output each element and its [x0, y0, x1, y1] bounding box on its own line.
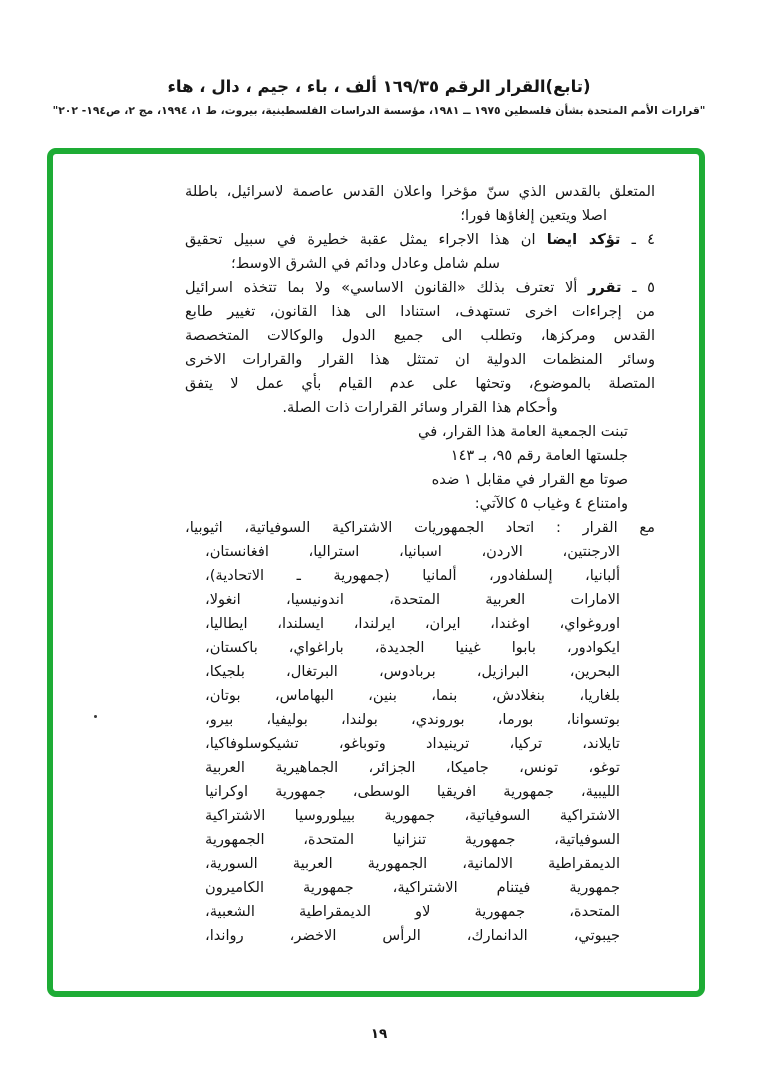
bold-text-segment: تقرر	[588, 279, 622, 296]
text-segment: ألا تعترف بذلك «القانون الاساسي» ولا بما تتخذه اسرائيل	[185, 279, 589, 296]
country-vote-list	[205, 540, 620, 948]
page-number: ١٩	[370, 1026, 388, 1042]
resolution-header-title: (تابع)القرار الرقم ١٦٩/٣٥ ألف ، باء ، جيم ، دال ، هاء	[167, 77, 591, 96]
source-citation: "قرارات الأمم المتحدة بشأن فلسطين ١٩٧٥ ــ ١٩٨١، مؤسسة الدراسات الفلسطينية، بيروت، ط ١، ١٩٩٤، مج ٢، ص١٩٤- ٢٠٢"	[52, 104, 706, 117]
vote-with-label-line	[185, 516, 655, 540]
text-segment: وامتناع ٤ وغياب ٥ كالآتي:	[474, 495, 628, 512]
text-segment: الديمقراطية الالمانية، الجمهورية العربية السورية،	[205, 855, 620, 872]
text-line	[205, 804, 620, 828]
text-segment: ٤ ـ	[620, 231, 655, 248]
text-line	[205, 852, 620, 876]
text-segment: بلغاريا، بنغلادش، بنما، بنين، البهاماس، بوتان،	[205, 687, 620, 704]
text-line	[185, 252, 655, 276]
text-segment: وسائر المنظمات الدولية ان تمتثل هذا القرار والقرارات الاخرى	[185, 351, 655, 368]
text-segment: الامارات العربية المتحدة، اندونيسيا، انغولا،	[205, 591, 620, 608]
text-segment: تبنت الجمعية العامة هذا القرار، في	[418, 423, 628, 440]
text-line	[185, 276, 655, 300]
text-line	[185, 348, 655, 372]
resolution-paragraphs	[185, 180, 655, 420]
text-line	[205, 684, 620, 708]
text-segment: اوروغواي، اوغندا، ايران، ايرلندا، ايسلندا، ايطاليا،	[205, 615, 620, 632]
text-line	[185, 300, 655, 324]
text-line	[205, 924, 620, 948]
text-segment: مع القرار : اتحاد الجمهوريات الاشتراكية السوفياتية، اثيوبيا،	[185, 519, 655, 536]
resolution-body-text	[185, 180, 655, 948]
text-segment: ايكوادور، بابوا غينيا الجديدة، باراغواي، باكستان،	[205, 639, 620, 656]
text-line	[185, 516, 655, 540]
text-segment: المتحدة، جمهورية لاو الديمقراطية الشعبية،	[205, 903, 620, 920]
text-segment: السوفياتية، جمهورية تنزانيا المتحدة، الجمهورية	[205, 831, 620, 848]
text-line	[205, 540, 620, 564]
text-line	[185, 324, 655, 348]
text-segment: من إجراءات اخرى تستهدف، استنادا الى هذا القانون، تغيير طابع	[185, 303, 655, 320]
text-segment: البحرين، البرازيل، بربادوس، البرتغال، بلجيكا،	[205, 663, 620, 680]
text-segment: توغو، تونس، جاميكا، الجزائر، الجماهيرية العربية	[205, 759, 620, 776]
text-line	[205, 876, 620, 900]
text-line	[205, 564, 620, 588]
text-segment: ألبانيا، إلسلفادور، ألمانيا (جمهورية ـ الاتحادية)،	[205, 567, 620, 584]
bold-text-segment: تؤكد ايضا	[546, 231, 621, 248]
text-line	[185, 180, 655, 204]
text-line	[185, 228, 655, 252]
text-line	[205, 588, 620, 612]
text-line	[185, 396, 655, 420]
text-segment: جمهورية فيتنام الاشتراكية، جمهورية الكاميرون	[205, 879, 620, 896]
text-segment: القدس ومركزها، وتطلب الى جميع الدول والوكالات المتخصصة	[185, 327, 655, 344]
text-segment: الليبية، جمهورية افريقيا الوسطى، جمهورية اوكرانيا	[205, 783, 620, 800]
text-segment: صوتا مع القرار في مقابل ١ ضده	[431, 471, 628, 488]
adoption-statement	[185, 420, 655, 516]
text-segment: المتصلة بالموضوع، وتحثها على عدم القيام بأي عمل لا يتفق	[185, 375, 655, 392]
stray-ink-mark	[94, 715, 97, 718]
text-line	[185, 372, 655, 396]
text-line	[185, 444, 655, 468]
text-segment: المتعلق بالقدس الذي سنّ مؤخرا واعلان القدس عاصمة لاسرائيل، باطلة	[185, 183, 655, 200]
text-segment: الارجنتين، الاردن، اسبانيا، استراليا، افغانستان،	[205, 543, 620, 560]
text-segment: وأحكام هذا القرار وسائر القرارات ذات الصلة.	[282, 399, 558, 416]
text-segment: ٥ ـ	[621, 279, 655, 296]
text-line	[205, 732, 620, 756]
text-line	[185, 492, 655, 516]
text-line	[205, 636, 620, 660]
text-segment: ان هذا الاجراء يمثل عقبة خطيرة في سبيل تحقيق	[185, 231, 547, 248]
text-segment: الاشتراكية السوفياتية، جمهورية بييلوروسيا الاشتراكية	[205, 807, 620, 824]
text-line	[185, 420, 655, 444]
text-segment: اصلا ويتعين إلغاؤها فورا؛	[460, 207, 607, 224]
text-segment: تايلاند، تركيا، ترينيداد وتوباغو، تشيكوسلوفاكيا،	[205, 735, 620, 752]
text-segment: بوتسوانا، بورما، بوروندي، بولندا، بوليفيا، بيرو،	[205, 711, 620, 728]
text-segment: جيبوتي، الدانمارك، الرأس الاخضر، رواندا،	[205, 927, 620, 944]
text-line	[205, 780, 620, 804]
text-segment: سلم شامل وعادل ودائم في الشرق الاوسط؛	[231, 255, 501, 272]
text-line	[205, 708, 620, 732]
text-line	[185, 468, 655, 492]
text-line	[205, 660, 620, 684]
green-frame	[47, 148, 705, 997]
text-line	[205, 900, 620, 924]
text-line	[205, 828, 620, 852]
text-line	[185, 204, 655, 228]
text-line	[205, 756, 620, 780]
text-segment: جلستها العامة رقم ٩٥، بـ ١٤٣	[450, 447, 628, 464]
text-line	[205, 612, 620, 636]
